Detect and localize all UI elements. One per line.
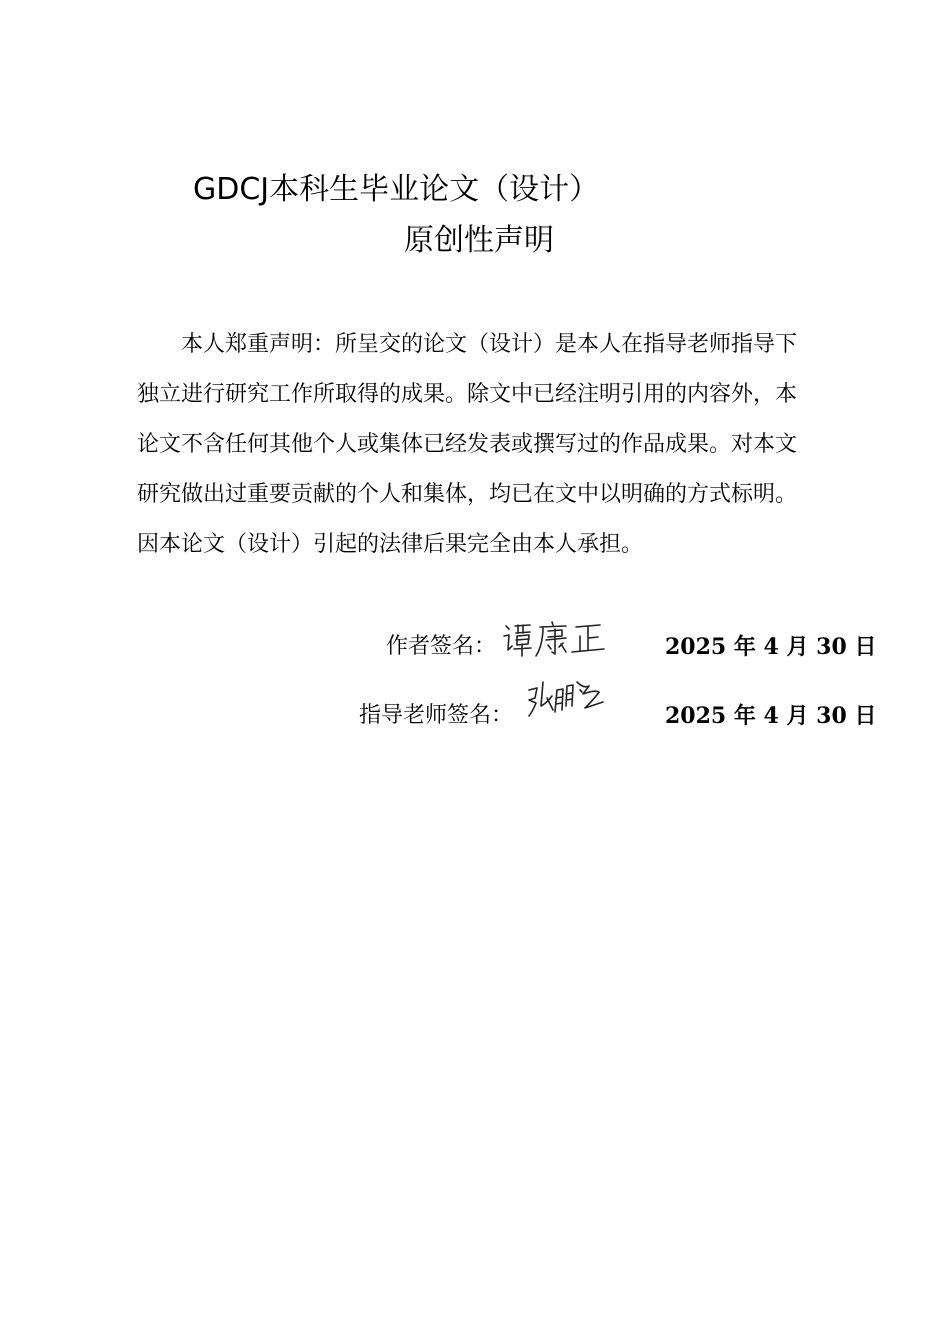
statement-line: 论文不含任何其他个人或集体已经发表或撰写过的作品成果。对本文 [137,432,798,457]
author-signature-label: 作者签名： [386,634,497,659]
statement-line: 本人郑重声明：所呈交的论文（设计）是本人在指导老师指导下 [181,332,798,357]
statement-line: 研究做出过重要贡献的个人和集体，均已在文中以明确的方式标明。 [137,482,798,507]
advisor-sign-date: 2025 年 4 月 30 日 [665,703,877,729]
statement-line: 因本论文（设计）引起的法律后果完全由本人承担。 [137,532,644,557]
author-sign-date: 2025 年 4 月 30 日 [665,634,877,660]
statement-paragraph [137,320,857,570]
title-line-2: 原创性声明 [404,223,554,258]
author-handwritten-signature [500,616,610,660]
advisor-signature-label: 指导老师签名： [359,703,514,728]
advisor-handwritten-signature [525,676,607,722]
title-line-1: GDCJ本科生毕业论文（设计） [193,172,600,207]
statement-line: 独立进行研究工作所取得的成果。除文中已经注明引用的内容外，本 [137,382,798,407]
